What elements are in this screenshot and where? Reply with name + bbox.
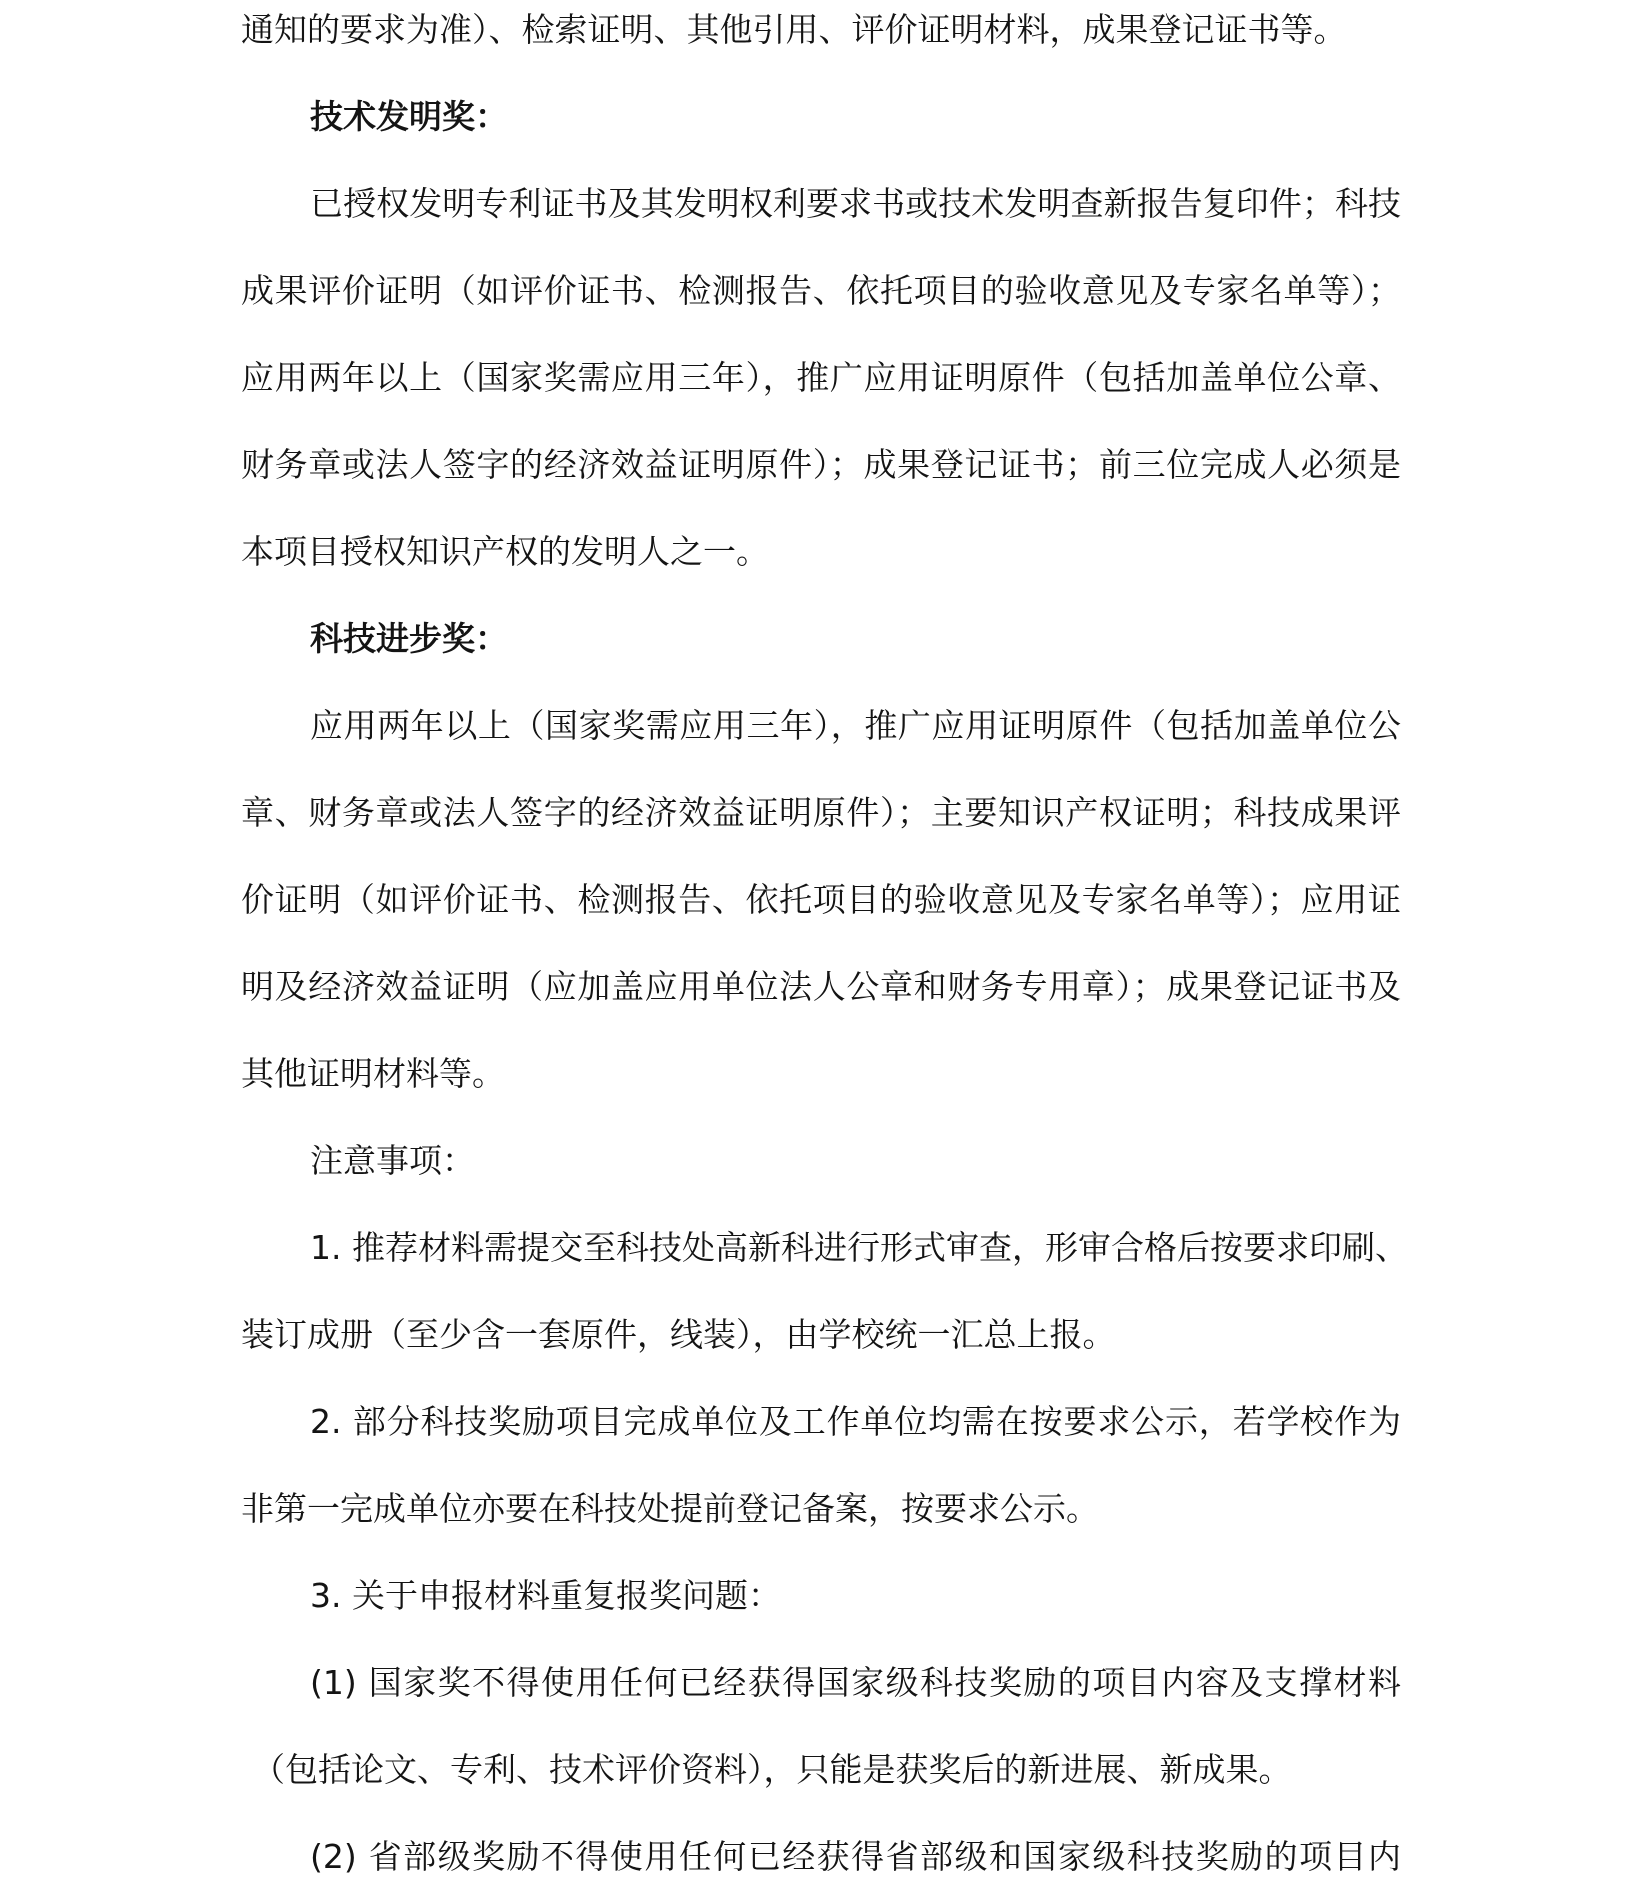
list-item-line: 2. 部分科技奖励项目完成单位及工作单位均需在按要求公示，若学校作为 bbox=[310, 1402, 1401, 1441]
sub-item-line: (1) 国家奖不得使用任何已经获得国家级科技奖励的项目内容及支撑材料 bbox=[310, 1663, 1401, 1702]
paragraph-line: 价证明（如评价证书、检测报告、依托项目的验收意见及专家名单等）；应用证 bbox=[241, 880, 1401, 919]
sub-item-line: （包括论文、专利、技术评价资料），只能是获奖后的新进展、新成果。 bbox=[252, 1750, 1292, 1789]
paragraph-line: 财务章或法人签字的经济效益证明原件）；成果登记证书；前三位完成人必须是 bbox=[241, 445, 1401, 484]
paragraph-line: 明及经济效益证明（应加盖应用单位法人公章和财务专用章）；成果登记证书及 bbox=[241, 967, 1401, 1006]
paragraph-line: 应用两年以上（国家奖需应用三年），推广应用证明原件（包括加盖单位公 bbox=[310, 706, 1401, 745]
sub-item-line: (2) 省部级奖励不得使用任何已经获得省部级和国家级科技奖励的项目内 bbox=[310, 1837, 1401, 1876]
paragraph-line: 成果评价证明（如评价证书、检测报告、依托项目的验收意见及专家名单等）； bbox=[241, 271, 1401, 310]
paragraph-line: 本项目授权知识产权的发明人之一。 bbox=[241, 532, 769, 571]
section-heading-tech-invention: 技术发明奖： bbox=[310, 97, 508, 136]
paragraph-line: 通知的要求为准）、检索证明、其他引用、评价证明材料，成果登记证书等。 bbox=[241, 10, 1347, 49]
section-heading-tech-progress: 科技进步奖： bbox=[310, 619, 508, 658]
paragraph-line: 已授权发明专利证书及其发明权利要求书或技术发明查新报告复印件；科技 bbox=[310, 184, 1401, 223]
paragraph-line: 其他证明材料等。 bbox=[241, 1054, 505, 1093]
paragraph-line: 章、财务章或法人签字的经济效益证明原件）；主要知识产权证明；科技成果评 bbox=[241, 793, 1401, 832]
list-item-line: 装订成册（至少含一套原件，线装），由学校统一汇总上报。 bbox=[241, 1315, 1116, 1354]
paragraph-line: 应用两年以上（国家奖需应用三年），推广应用证明原件（包括加盖单位公章、 bbox=[241, 358, 1401, 397]
section-heading-notes: 注意事项： bbox=[310, 1141, 475, 1180]
list-item-line: 非第一完成单位亦要在科技处提前登记备案，按要求公示。 bbox=[241, 1489, 1099, 1528]
list-item-line: 1. 推荐材料需提交至科技处高新科进行形式审查，形审合格后按要求印刷、 bbox=[310, 1228, 1408, 1267]
list-item-line: 3. 关于申报材料重复报奖问题： bbox=[310, 1576, 781, 1615]
